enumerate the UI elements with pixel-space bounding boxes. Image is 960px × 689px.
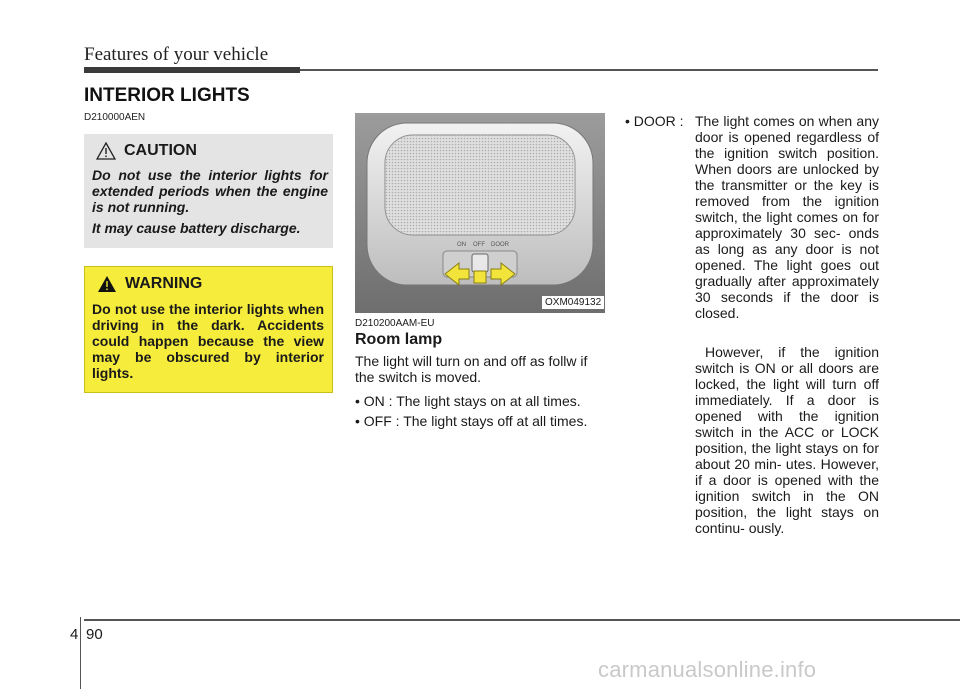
page-number: 90 — [86, 626, 103, 643]
bullet-off: • OFF : The light stays off at all times. — [355, 413, 588, 429]
running-header: Features of your vehicle — [84, 44, 269, 65]
room-lamp-photo — [355, 113, 605, 313]
caution-label: CAUTION — [124, 142, 197, 159]
warning-heading — [97, 275, 202, 293]
bullet-on: • ON : The light stays on at all times. — [355, 393, 581, 409]
caution-text: Do not use the interior lights for extended periods when the engine is not running. — [92, 167, 328, 215]
footer-rule — [84, 619, 960, 621]
subsection-code: D210200AAM-EU — [355, 318, 435, 329]
header-rule — [300, 69, 878, 71]
warning-box — [84, 266, 333, 393]
bullet-door-label: • DOOR : — [625, 113, 684, 129]
section-title: INTERIOR LIGHTS — [84, 85, 250, 106]
chapter-number: 4 — [70, 626, 79, 643]
caution-text-2: It may cause battery discharge. — [92, 220, 301, 236]
section-code: D210000AEN — [84, 112, 146, 123]
door-paragraph-1: The light comes on when any door is opened regardless of the ignition switch position. When doors are unlocked by the transmitter or the key is removed from the ignition switch, the light comes on for approximately 30 sec- onds as long as any door is not opened. The light goes out gradually after approximately 30 seconds if the door is closed. — [695, 113, 879, 321]
switch-label-off: OFF — [473, 242, 485, 248]
footer-divider — [80, 617, 81, 689]
caution-box — [84, 134, 333, 248]
switch-label-door: DOOR — [491, 242, 509, 248]
caution-heading — [96, 142, 197, 160]
warning-triangle-filled-icon — [97, 275, 117, 293]
intro-paragraph: The light will turn on and off as follw if the switch is moved. — [355, 353, 588, 385]
subsection-title: Room lamp — [355, 331, 443, 348]
header-bar — [84, 67, 300, 73]
warning-triangle-icon — [96, 142, 116, 160]
figure-code: OXM049132 — [542, 296, 604, 309]
watermark: carmanualsonline.info — [598, 657, 817, 682]
warning-label: WARNING — [125, 275, 203, 292]
warning-text: Do not use the interior lights when driving in the dark. Accidents could happen because the view may be obscured by interior lights. — [92, 301, 324, 381]
switch-label-on: ON — [457, 242, 466, 248]
door-paragraph-2: However, if the ignition switch is ON or all doors are locked, the light will turn off immediately. If a door is opened with the ignition switch in the ACC or LOCK position, the light stays on for about 20 min- utes. However, if a door is opened with the ignition switch in the ON position, the light stays on continu- ously. — [695, 344, 879, 536]
